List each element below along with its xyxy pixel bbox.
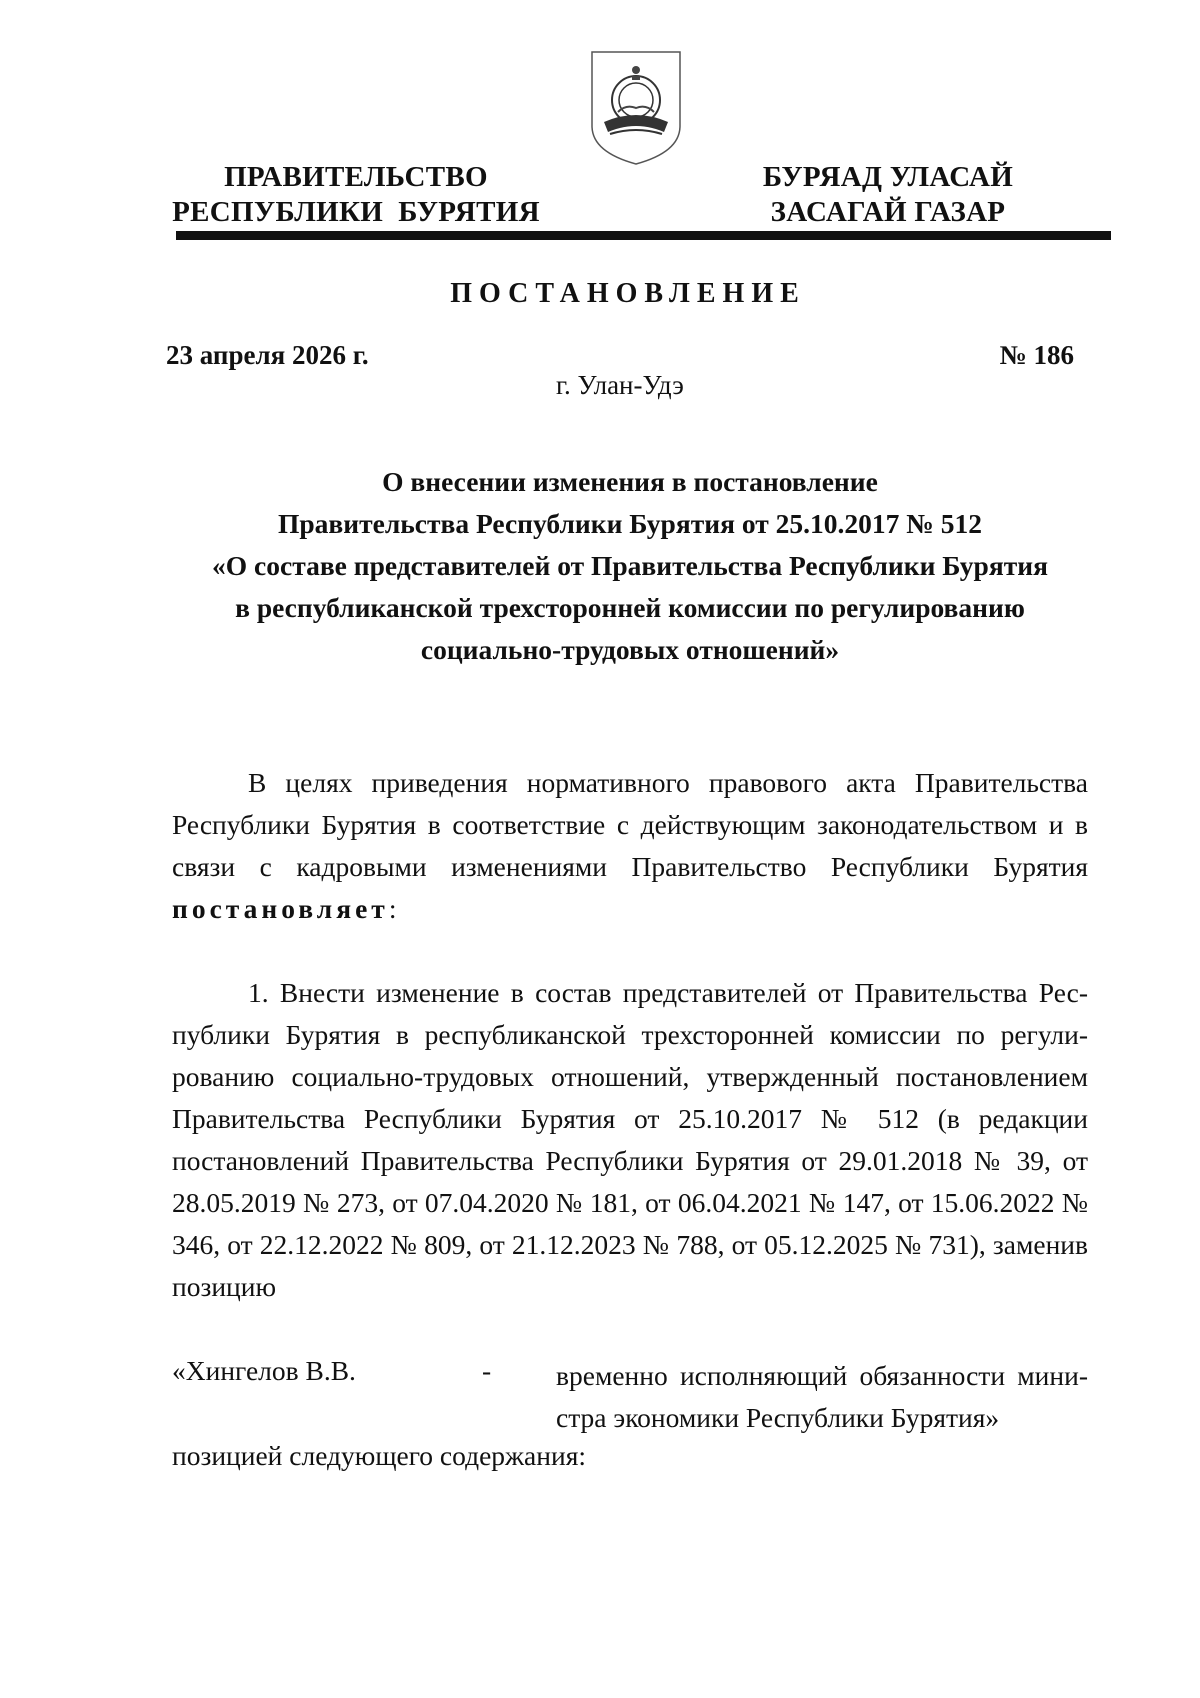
government-name-russian	[172, 160, 540, 230]
replacement-intro: позицией следующего содержания:	[172, 1440, 586, 1471]
position-dash: -	[482, 1355, 492, 1386]
preamble-text: В целях приведения нормативного правового акта Правительства Республики Бурятия в соответствие с действующим законодательством и в связи с кадровыми изменениями Правительство Республики Бурятия	[172, 767, 1088, 882]
title-line: Правительства Республики Бурятия от 25.10.2017 № 512	[277, 508, 982, 539]
gov-left-line2: РЕСПУБЛИКИ БУРЯТИЯ	[172, 196, 540, 228]
decree-word: постановляет	[172, 893, 389, 924]
item-1-paragraph: 1. Внести изменение в состав представителей от Правительства Республики Бурятия в республиканской трехсторонней комиссии по регулированию социально-трудовых отношений, утвержденный постановлением Правительства Республики Бурятия от 25.10.2017 № 512 (в редакции постановлений Правительства Республики Бурятия от 29.01.2018 № 39, от 28.05.2019 № 273, от 07.04.2020 № 181, от 06.04.2021 № 147, от 15.06.2022 № 346, от 22.12.2022 № 809, от 21.12.2023 № 788, от 05.12.2025 № 731), заменив позицию	[172, 977, 1088, 1302]
document-type: ПОСТАНОВЛЕНИЕ	[450, 278, 806, 309]
gov-right-line2: ЗАСАГАЙ ГАЗАР	[770, 196, 1006, 228]
position-name: «Хингелов В.В.	[172, 1355, 356, 1386]
header-divider	[176, 231, 1111, 240]
document-date: 23 апреля 2026 г.	[166, 340, 369, 370]
document-city: г. Улан-Удэ	[556, 370, 684, 400]
title-line: в республиканской трехсторонней комиссии по регулированию	[235, 592, 1025, 623]
title-line: О внесении изменения в постановление	[382, 466, 878, 497]
government-name-buryat	[738, 160, 1038, 230]
gov-right-line1: БУРЯАД УЛАСАЙ	[762, 161, 1014, 193]
document-title	[170, 461, 1090, 671]
preamble-paragraph	[172, 762, 1088, 930]
document-number: № 186	[999, 340, 1074, 370]
title-line: социально-трудовых отношений»	[420, 634, 840, 665]
gov-left-line1: ПРАВИТЕЛЬСТВО	[224, 161, 488, 193]
title-line: «О составе представителей от Правительства Республики Бурятия	[212, 550, 1048, 581]
preamble-colon: :	[388, 893, 397, 924]
position-description: временно исполняющий обязанности министра экономики Республики Бурятия»	[556, 1360, 1088, 1433]
coat-of-arms-icon	[588, 48, 684, 168]
